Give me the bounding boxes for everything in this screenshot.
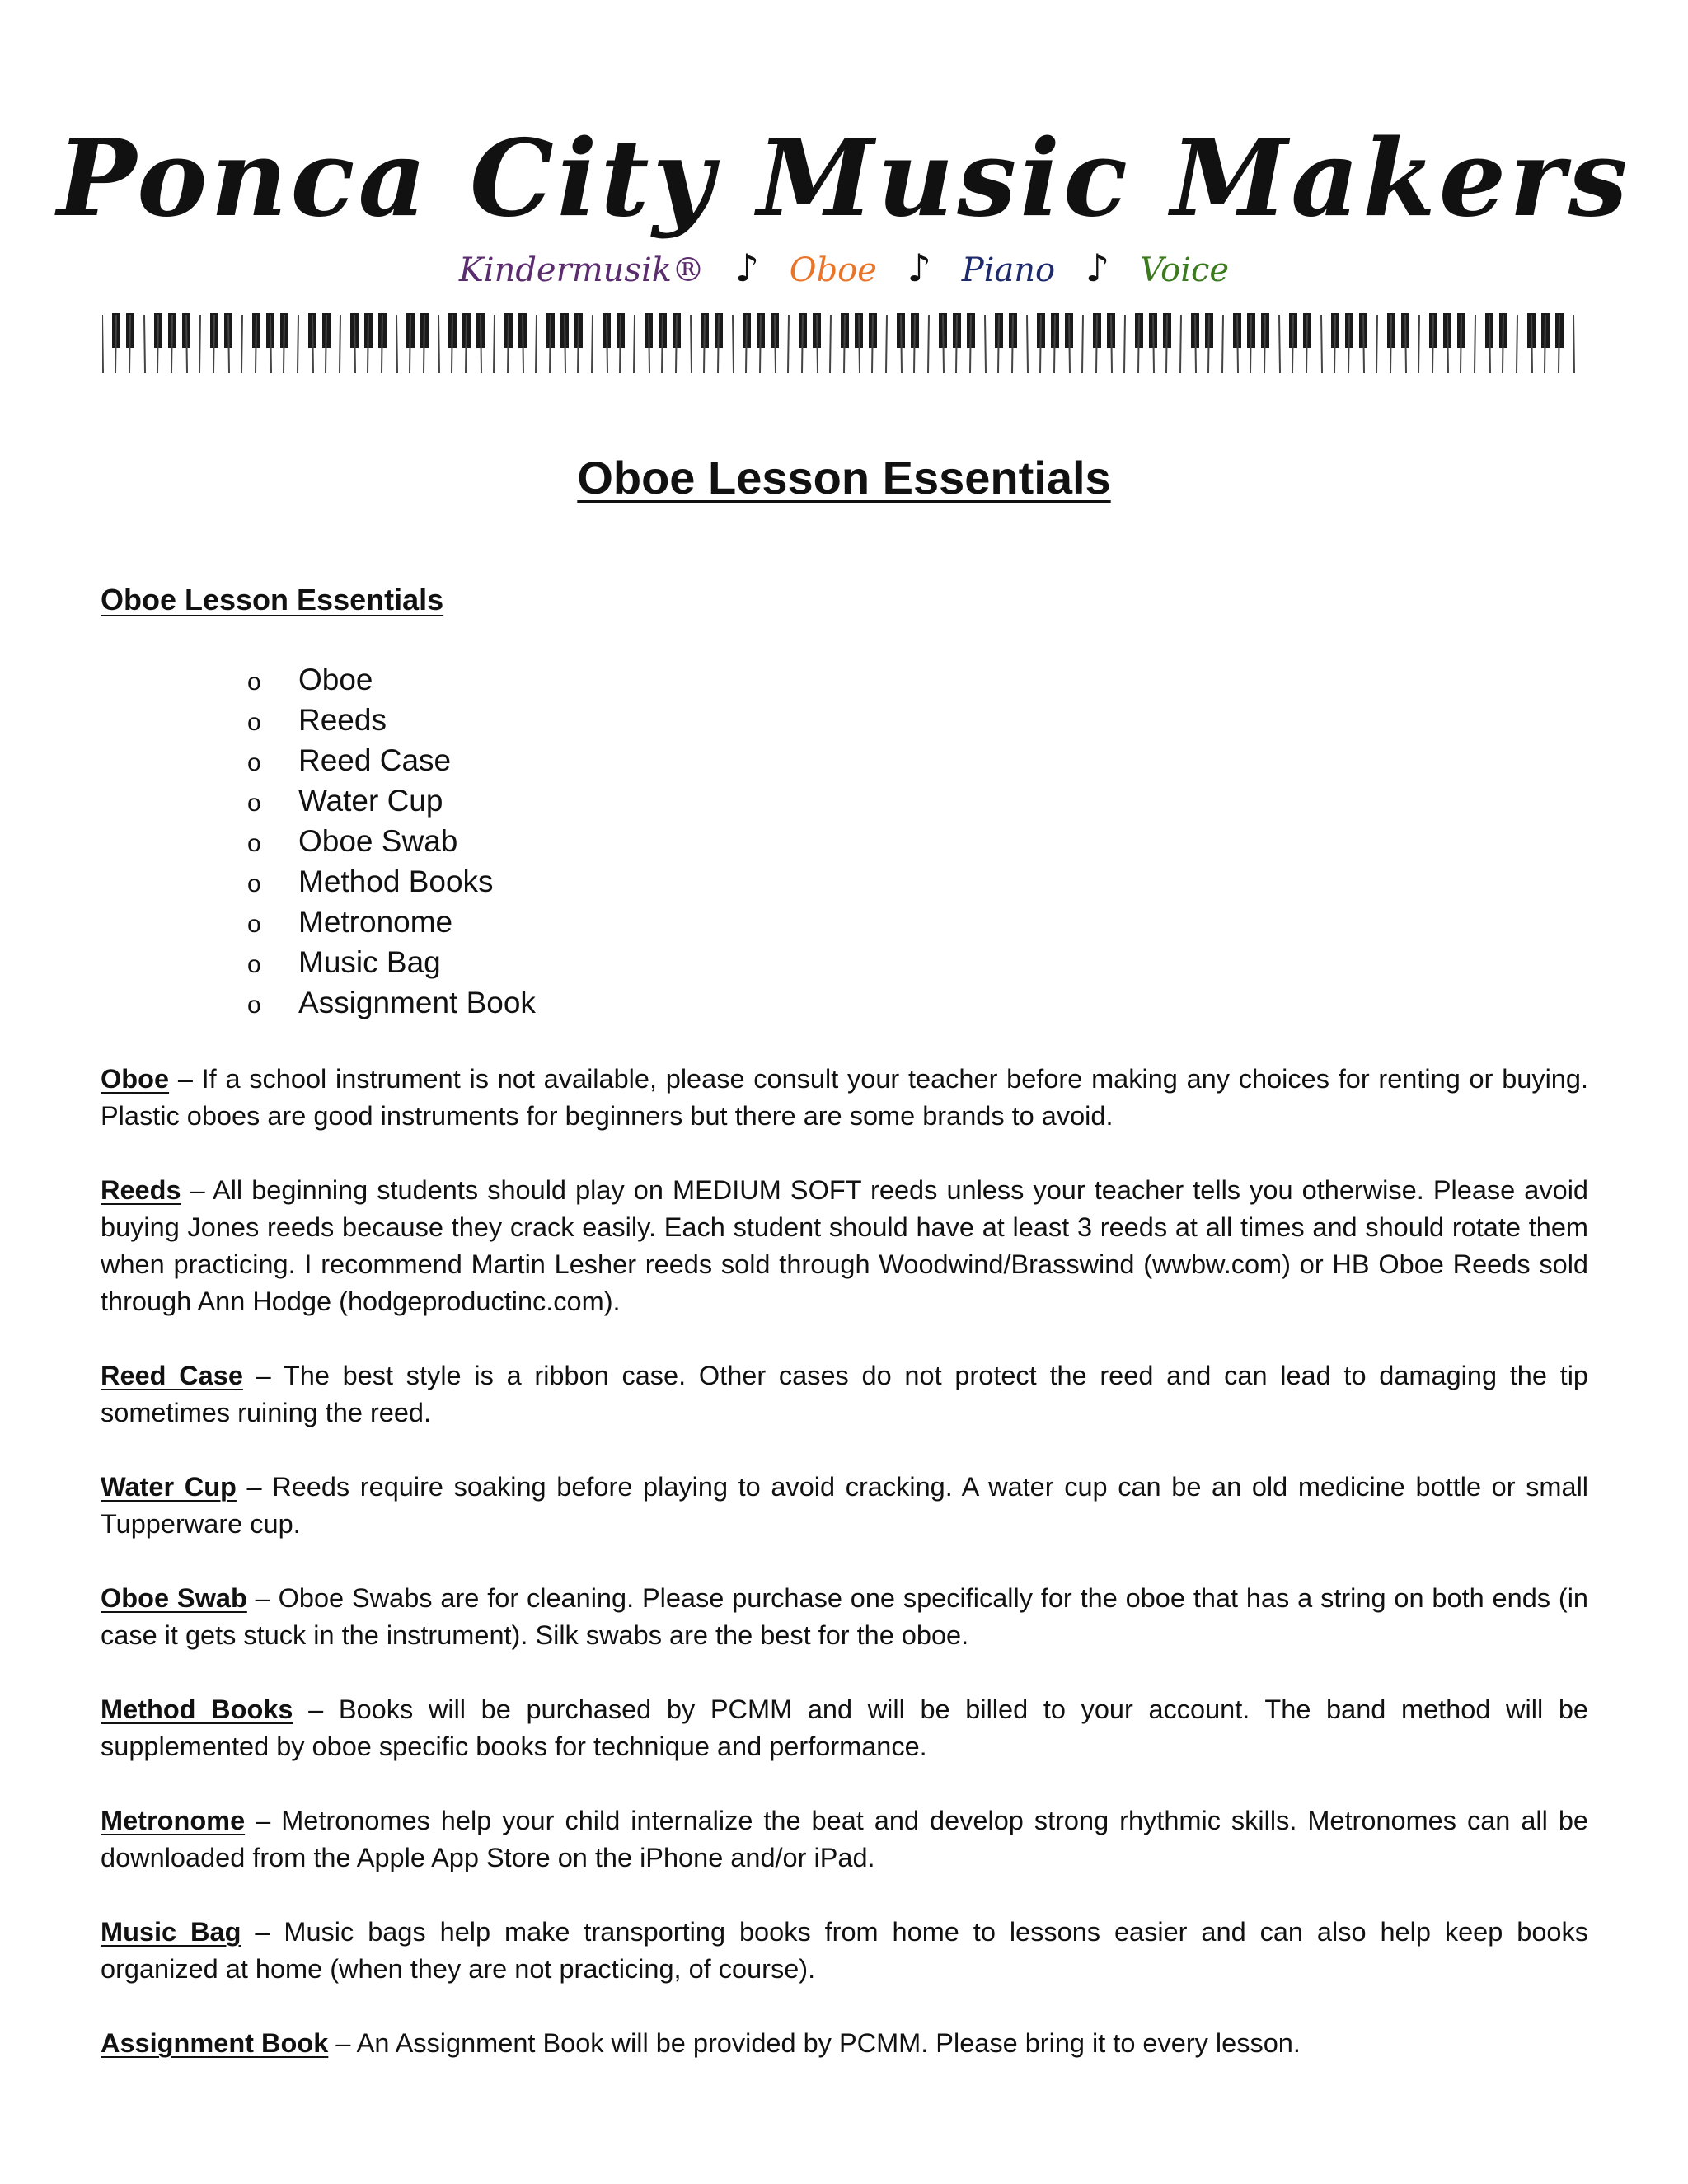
keyboard-white-key-edge bbox=[228, 315, 229, 373]
description-term: Music Bag bbox=[101, 1917, 241, 1947]
description-reeds bbox=[101, 1172, 1588, 1320]
list-item-label: Metronome bbox=[298, 905, 453, 939]
keyboard-white-key-edge bbox=[775, 315, 776, 373]
keyboard-white-key-edge bbox=[817, 315, 818, 373]
keyboard-white-key-edge bbox=[1195, 315, 1196, 373]
keyboard-white-key-edge bbox=[1124, 315, 1125, 373]
keyboard-white-key-edge bbox=[1447, 315, 1448, 373]
description-assignment-book bbox=[101, 2025, 1588, 2062]
list-item-label: Method Books bbox=[298, 865, 494, 898]
keyboard-white-key-edge bbox=[998, 315, 999, 373]
tagline-piano: Piano bbox=[961, 251, 1056, 289]
keyboard-white-key-edge bbox=[129, 315, 130, 373]
bullet-icon: o bbox=[247, 709, 261, 736]
keyboard-white-key-edge bbox=[886, 315, 887, 373]
keyboard-white-key-edge bbox=[691, 315, 692, 373]
description-text: – Metronomes help your child internalize the beat and develop strong rhythmic skills. Metronomes can all be downloaded from the Apple App Store on the iPhone and/or iPad. bbox=[101, 1806, 1588, 1872]
keyboard-white-key-edge bbox=[1082, 315, 1083, 373]
keyboard-white-key-edge bbox=[396, 315, 397, 373]
keyboard-white-key-edge bbox=[115, 315, 116, 373]
bullet-icon: o bbox=[247, 749, 261, 776]
keyboard-white-key-edge bbox=[830, 315, 831, 373]
keyboard-white-key-edge bbox=[970, 315, 971, 373]
description-text: – The best style is a ribbon case. Other cases do not protect the reed and can lead to damaging the tip sometimes ruining the reed. bbox=[101, 1361, 1589, 1427]
keyboard-white-key-edge bbox=[1069, 315, 1070, 373]
keyboard-white-key-edge bbox=[733, 315, 734, 373]
keyboard-white-key-edge bbox=[1208, 315, 1209, 373]
keyboard-white-key-edge bbox=[1250, 315, 1251, 373]
description-text: – Music bags help make transporting books from home to lessons easier and can also help keep books organized at home (when they are not practicing, of course). bbox=[101, 1917, 1588, 1984]
list-item-label: Water Cup bbox=[298, 784, 443, 818]
keyboard-white-key-edge bbox=[901, 315, 902, 373]
keyboard-white-key-edge bbox=[1376, 315, 1377, 373]
keyboard-white-key-edge bbox=[1040, 315, 1041, 373]
keyboard-white-key-edge bbox=[802, 315, 803, 373]
keyboard-white-key-edge bbox=[354, 315, 355, 373]
keyboard-white-key-edge bbox=[213, 315, 214, 373]
list-item-label: Assignment Book bbox=[298, 986, 536, 1019]
keyboard-white-key-edge bbox=[1321, 315, 1322, 373]
keyboard-white-key-edge bbox=[1306, 315, 1307, 373]
keyboard-white-key-edge bbox=[312, 315, 313, 373]
list-item bbox=[247, 780, 536, 821]
keyboard-white-key-edge bbox=[508, 315, 509, 373]
keyboard-white-key-edge bbox=[844, 315, 845, 373]
keyboard-white-key-edge bbox=[1222, 315, 1223, 373]
logo-title: Ponca City Music Makers bbox=[57, 117, 1631, 241]
keyboard-white-key-edge bbox=[1166, 315, 1167, 373]
music-note-icon: ♪ bbox=[1085, 246, 1110, 290]
keyboard-white-key-edge bbox=[438, 315, 439, 373]
keyboard-white-key-edge bbox=[494, 315, 495, 373]
list-item-label: Oboe bbox=[298, 663, 373, 696]
keyboard-white-key-edge bbox=[466, 315, 467, 373]
keyboard-white-key-edge bbox=[157, 315, 158, 373]
description-text: – If a school instrument is not available, please consult your teacher before making any choices for renting or buying. Plastic oboes are good instruments for beginners but there are some brands to avoid. bbox=[101, 1064, 1588, 1131]
description-text: – An Assignment Book will be provided by PCMM. Please bring it to every lesson. bbox=[328, 2028, 1301, 2058]
bullet-icon: o bbox=[247, 911, 261, 938]
keyboard-white-key-edge bbox=[985, 315, 986, 373]
list-item bbox=[247, 902, 536, 942]
keyboard-white-key-edge bbox=[956, 315, 957, 373]
bullet-icon: o bbox=[247, 951, 261, 978]
list-item-label: Oboe Swab bbox=[298, 824, 458, 858]
music-note-icon: ♪ bbox=[734, 246, 760, 290]
keyboard-white-key-edge bbox=[1390, 315, 1391, 373]
keyboard-white-key-edge bbox=[1432, 315, 1433, 373]
description-oboe bbox=[101, 1061, 1588, 1135]
description-text: – All beginning students should play on MEDIUM SOFT reeds unless your teacher tells you otherwise. Please avoid buying Jones reeds because they crack easily. Each student should have at least 3 reeds at all times and should rotate them when practicing. I recommend Martin Lesher reeds sold through Woodwind/Brasswind (wwbw.com) or HB Oboe Reeds sold through Ann Hodge (hodgeproductinc.com). bbox=[101, 1175, 1588, 1316]
keyboard-white-key-edge bbox=[1264, 315, 1265, 373]
keyboard-white-key-edge bbox=[928, 315, 929, 373]
keyboard-white-key-edge bbox=[662, 315, 663, 373]
keyboard-white-key-edge bbox=[578, 315, 579, 373]
keyboard-white-key-edge bbox=[144, 315, 145, 373]
keyboard-white-key-edge bbox=[788, 315, 789, 373]
keyboard-white-key-edge bbox=[536, 315, 537, 373]
list-item-label: Reed Case bbox=[298, 743, 452, 777]
description-term: Metronome bbox=[101, 1806, 246, 1835]
keyboard-white-key-edge bbox=[1405, 315, 1406, 373]
keyboard-white-key-edge bbox=[746, 315, 747, 373]
description-method-books bbox=[101, 1691, 1588, 1765]
bullet-icon: o bbox=[247, 790, 261, 817]
bullet-icon: o bbox=[247, 991, 261, 1019]
page-title: Oboe Lesson Essentials bbox=[577, 452, 1111, 504]
keyboard-white-key-edge bbox=[1573, 315, 1574, 373]
descriptions bbox=[101, 1061, 1588, 2099]
list-item bbox=[247, 740, 536, 780]
keyboard-white-key-edge bbox=[1531, 315, 1532, 373]
keyboard-white-key-edge bbox=[171, 315, 172, 373]
music-note-icon: ♪ bbox=[907, 246, 932, 290]
tagline-oboe: Oboe bbox=[789, 251, 877, 289]
list-item bbox=[247, 982, 536, 1023]
description-term: Assignment Book bbox=[101, 2028, 329, 2058]
keyboard-white-key-edge bbox=[1292, 315, 1293, 373]
keyboard-white-key-edge bbox=[1027, 315, 1028, 373]
keyboard-white-key-edge bbox=[1180, 315, 1181, 373]
description-text: – Oboe Swabs are for cleaning. Please purchase one specifically for the oboe that has a string on both ends (in case it gets stuck in the instrument). Silk swabs are the best for the oboe. bbox=[101, 1583, 1588, 1650]
piano-keyboard-divider bbox=[102, 312, 1586, 374]
bullet-icon: o bbox=[247, 830, 261, 857]
keyboard-white-key-edge bbox=[1237, 315, 1238, 373]
keyboard-white-key-edge bbox=[1153, 315, 1154, 373]
keyboard-white-key-edge bbox=[1363, 315, 1364, 373]
keyboard-white-key-edge bbox=[872, 315, 873, 373]
keyboard-white-key-edge bbox=[1334, 315, 1335, 373]
essentials-heading: Oboe Lesson Essentials bbox=[101, 583, 444, 616]
list-item-label: Reeds bbox=[298, 703, 387, 737]
list-item bbox=[247, 861, 536, 902]
keyboard-white-key-edge bbox=[1111, 315, 1112, 373]
bullet-icon: o bbox=[247, 668, 261, 696]
keyboard-white-key-edge bbox=[199, 315, 200, 373]
keyboard-white-key-edge bbox=[1096, 315, 1097, 373]
description-text: – Reeds require soaking before playing to avoid cracking. A water cup can be an old medicine bottle or small Tupperware cup. bbox=[101, 1472, 1589, 1539]
description-music-bag bbox=[101, 1914, 1588, 1988]
description-text: – Books will be purchased by PCMM and will be billed to your account. The band method will be supplemented by oboe specific books for technique and performance. bbox=[101, 1694, 1588, 1761]
keyboard-white-key-edge bbox=[943, 315, 944, 373]
description-term: Water Cup bbox=[101, 1472, 237, 1502]
keyboard-white-key-edge bbox=[1054, 315, 1055, 373]
keyboard-white-key-edge bbox=[1012, 315, 1013, 373]
list-item-label: Music Bag bbox=[298, 945, 441, 979]
keyboard-white-key-edge bbox=[1489, 315, 1490, 373]
keyboard-white-key-edge bbox=[704, 315, 705, 373]
keyboard-white-key-edge bbox=[1279, 315, 1280, 373]
description-term: Reeds bbox=[101, 1175, 181, 1205]
keyboard-white-key-edge bbox=[676, 315, 677, 373]
description-term: Method Books bbox=[101, 1694, 293, 1724]
description-reed-case bbox=[101, 1357, 1588, 1432]
keyboard-white-key-edge bbox=[241, 315, 242, 373]
tagline-kindermusik: Kindermusik® bbox=[458, 251, 705, 289]
description-oboe-swab bbox=[101, 1580, 1588, 1654]
keyboard-white-key-edge bbox=[718, 315, 719, 373]
essentials-list bbox=[247, 659, 536, 1023]
keyboard-white-key-edge bbox=[1348, 315, 1349, 373]
description-term: Reed Case bbox=[101, 1361, 243, 1390]
keyboard-white-key-edge bbox=[634, 315, 635, 373]
keyboard-white-key-edge bbox=[620, 315, 621, 373]
list-item bbox=[247, 821, 536, 861]
tagline-voice: Voice bbox=[1139, 251, 1230, 289]
keyboard-white-key-edge bbox=[1418, 315, 1419, 373]
keyboard-white-key-edge bbox=[592, 315, 593, 373]
bullet-icon: o bbox=[247, 870, 261, 898]
description-metronome bbox=[101, 1802, 1588, 1877]
tagline bbox=[0, 243, 1688, 293]
keyboard-white-key-edge bbox=[859, 315, 860, 373]
list-item bbox=[247, 700, 536, 740]
keyboard-white-key-edge bbox=[914, 315, 915, 373]
keyboard-white-key-edge bbox=[1138, 315, 1139, 373]
list-item bbox=[247, 659, 536, 700]
keyboard-white-key-edge bbox=[550, 315, 551, 373]
keyboard-white-key-edge bbox=[102, 315, 103, 373]
description-term: Oboe bbox=[101, 1064, 170, 1094]
list-item bbox=[247, 942, 536, 982]
description-water-cup bbox=[101, 1469, 1588, 1543]
keyboard-white-key-edge bbox=[270, 315, 271, 373]
keyboard-white-key-edge bbox=[186, 315, 187, 373]
keyboard-white-key-edge bbox=[760, 315, 761, 373]
description-term: Oboe Swab bbox=[101, 1583, 247, 1613]
